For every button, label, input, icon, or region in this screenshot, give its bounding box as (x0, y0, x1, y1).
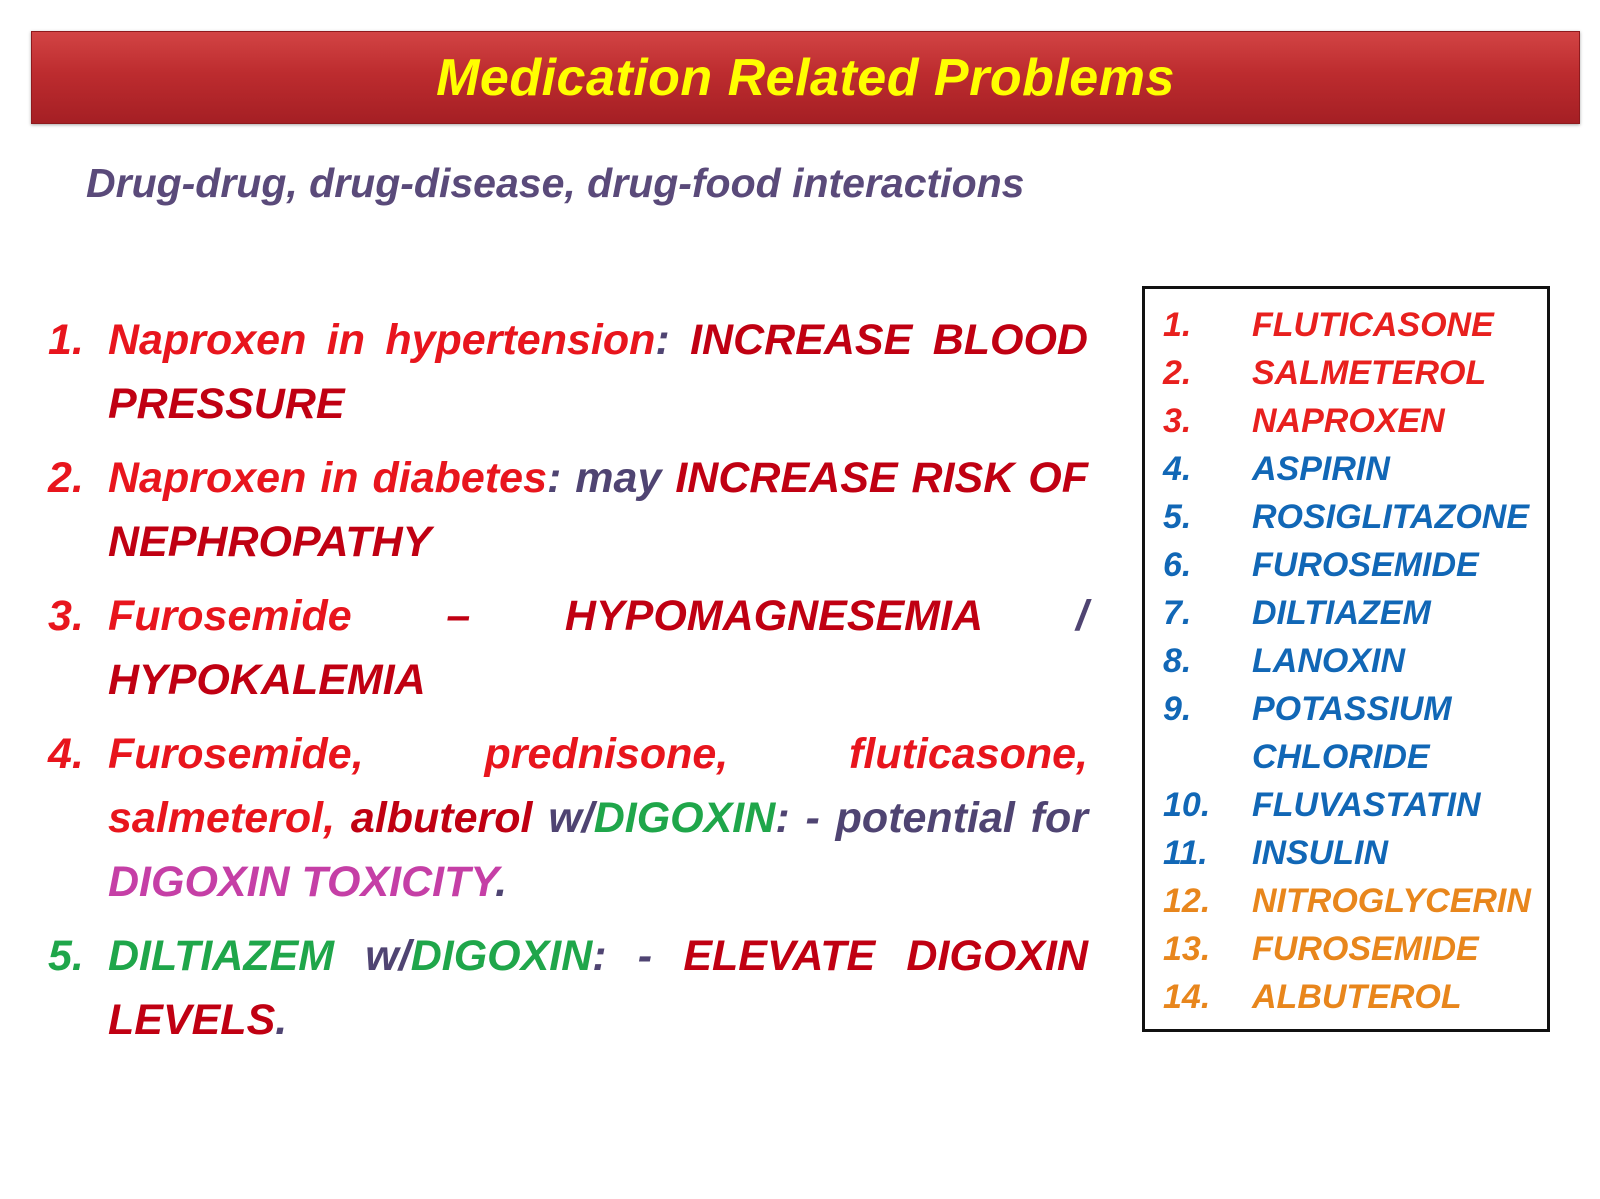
interaction-item (48, 446, 1088, 574)
drug-list-item (1163, 829, 1547, 877)
item-text-segment: albuterol (350, 794, 533, 842)
drug-list-item (1163, 925, 1547, 973)
item-text-segment: Furosemide, prednisone, fluticasone, salmeterol, (108, 730, 1088, 842)
item-text-segment: : (655, 316, 691, 364)
item-number: 1. (48, 316, 84, 364)
drug-list-item (1163, 637, 1547, 685)
item-number: 5. (48, 932, 84, 980)
drug-name: LANOXIN (1252, 642, 1405, 680)
interaction-item (48, 308, 1088, 436)
drug-number: 5. (1163, 498, 1192, 536)
drug-list-item (1163, 541, 1547, 589)
drug-list-item (1163, 445, 1547, 493)
item-text-segment: ELEVATE DIGOXIN LEVELS (108, 932, 1089, 1044)
item-text-segment: Furosemide (108, 592, 352, 640)
drug-list-box (1142, 286, 1550, 1032)
item-text-segment: . (275, 996, 288, 1044)
item-text-segment: DILTIAZEM (108, 932, 335, 980)
drug-number: 1. (1163, 306, 1192, 344)
drug-number: 8. (1163, 642, 1192, 680)
drug-list-item (1163, 397, 1547, 445)
item-text-segment: : - (592, 932, 684, 980)
drug-name: FLUTICASONE (1252, 306, 1494, 344)
drug-number: 2. (1163, 354, 1192, 392)
drug-number: 7. (1163, 594, 1192, 632)
title-banner (31, 31, 1580, 124)
item-text-segment: w/ (532, 794, 594, 842)
item-text-segment: / (1076, 592, 1088, 640)
drug-number: 3. (1163, 402, 1192, 440)
drug-list-item (1163, 493, 1547, 541)
item-text (108, 924, 1088, 1052)
item-text (108, 722, 1088, 914)
drug-number: 12. (1163, 882, 1211, 920)
drug-list-item (1163, 349, 1547, 397)
drug-list-item (1163, 685, 1547, 781)
item-text-segment: DIGOXIN (593, 794, 776, 842)
drug-list-item (1163, 301, 1547, 349)
drug-name: ASPIRIN (1252, 450, 1390, 488)
item-text-segment: Naproxen in diabetes (108, 454, 547, 502)
item-number: 3. (48, 592, 84, 640)
drug-number: 11. (1163, 834, 1208, 872)
item-text-segment: Naproxen in hypertension (108, 316, 656, 364)
drug-name: SALMETEROL (1252, 354, 1487, 392)
drug-name: INSULIN (1252, 834, 1388, 872)
drug-name: FLUVASTATIN (1252, 786, 1481, 824)
drug-name: DILTIAZEM (1252, 594, 1431, 632)
item-text-segment: INCREASE BLOOD PRESSURE (108, 316, 1088, 428)
slide-subtitle: Drug-drug, drug-disease, drug-food interactions (86, 160, 1025, 206)
item-text (108, 446, 1088, 574)
drug-number: 9. (1163, 690, 1192, 728)
drug-number: 13. (1163, 930, 1211, 968)
interaction-item (48, 722, 1088, 914)
item-text-segment: : may (546, 454, 676, 502)
drug-name: POTASSIUM CHLORIDE (1252, 690, 1452, 776)
item-text-segment: : - potential for (775, 794, 1088, 842)
drug-list-item (1163, 877, 1547, 925)
item-text-segment: DIGOXIN (410, 932, 593, 980)
item-text-segment: . (495, 858, 508, 906)
item-text-segment: w/ (334, 932, 411, 980)
drug-number: 14. (1163, 978, 1211, 1016)
item-text (108, 308, 1088, 436)
item-number: 4. (48, 730, 84, 778)
drug-number: 10. (1163, 786, 1211, 824)
drug-list-item (1163, 973, 1547, 1021)
item-text-segment: DIGOXIN TOXICITY (108, 858, 496, 906)
interaction-item (48, 924, 1088, 1052)
item-number: 2. (48, 454, 84, 502)
interaction-list (48, 308, 1088, 1062)
interaction-item (48, 584, 1088, 712)
drug-name: NAPROXEN (1252, 402, 1445, 440)
item-text-segment: HYPOKALEMIA (108, 656, 426, 704)
drug-name: NITROGLYCERIN (1252, 882, 1531, 920)
drug-list-item (1163, 781, 1547, 829)
drug-name: ALBUTEROL (1252, 978, 1462, 1016)
drug-number: 6. (1163, 546, 1192, 584)
drug-list-item (1163, 589, 1547, 637)
drug-name: ROSIGLITAZONE (1252, 498, 1530, 536)
item-text-segment: – HYPOMAGNESEMIA (351, 592, 1077, 640)
item-text (108, 584, 1088, 712)
drug-number: 4. (1163, 450, 1192, 488)
item-text-segment: INCREASE RISK OF NEPHROPATHY (108, 454, 1088, 566)
drug-name: FUROSEMIDE (1252, 930, 1479, 968)
slide-title: Medication Related Problems (436, 48, 1175, 107)
drug-name: FUROSEMIDE (1252, 546, 1479, 584)
